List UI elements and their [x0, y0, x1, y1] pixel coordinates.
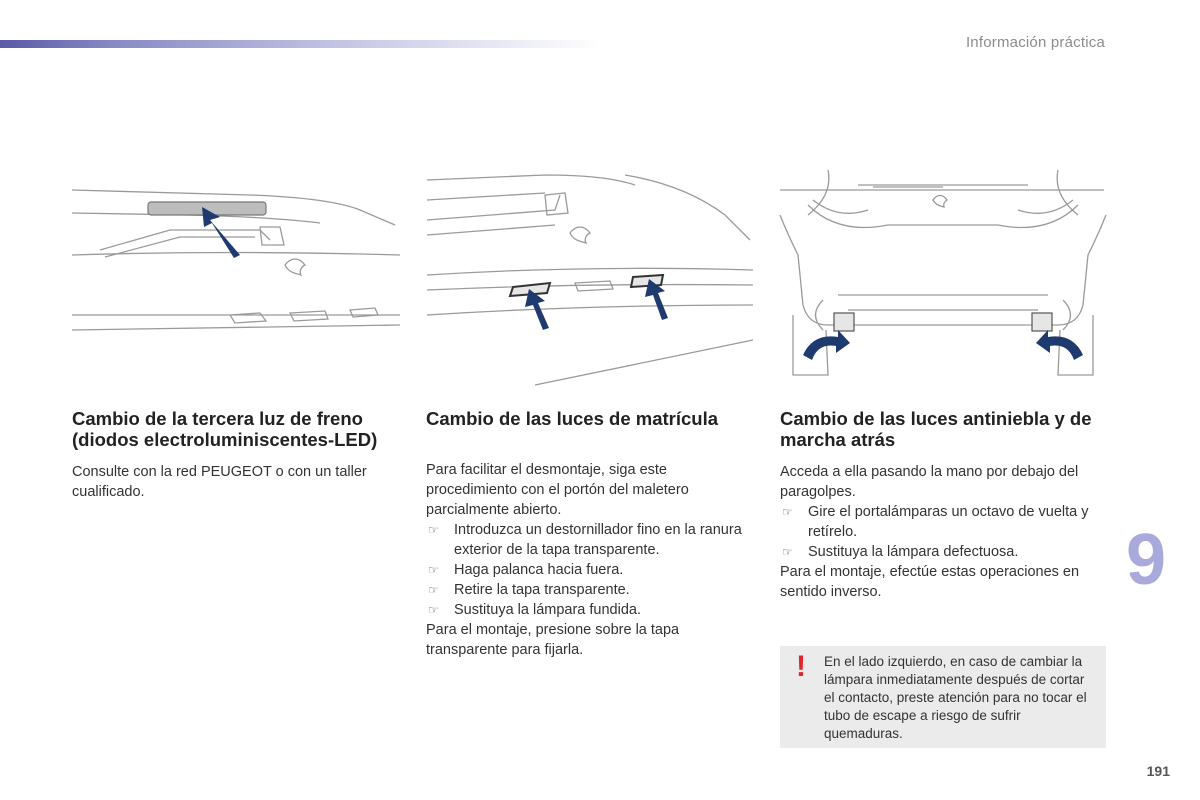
section-third-brake-light [72, 408, 402, 502]
list-item: ☞ Retire la tapa transparente. [428, 582, 630, 598]
rear-fog-reverse-lights-illustration [778, 165, 1108, 390]
number-plate-lights-illustration [425, 165, 755, 390]
pointing-hand-icon: ☞ [428, 563, 439, 577]
list-item: ☞ Gire el portalámparas un octavo de vuelta y retírelo. [782, 504, 1089, 540]
page-number: 191 [1146, 763, 1170, 779]
list-item: ☞ Haga palanca hacia fuera. [428, 562, 624, 578]
section-fog-reverse-lights [780, 408, 1110, 602]
section-intro: Acceda a ella pasando la mano por debajo del paragolpes. [780, 464, 1079, 500]
header-gradient-bar [0, 40, 600, 48]
warning-box [780, 646, 1106, 748]
steps-list [426, 520, 756, 620]
section-intro: Consulte con la red PEUGEOT o con un taller cualificado. [72, 464, 367, 500]
section-intro: Para facilitar el desmontaje, siga este procedimiento con el portón del maletero parcialmente abierto. [426, 462, 689, 518]
list-item: ☞ Introduzca un destornillador fino en la ranura exterior de la tapa transparente. [428, 522, 742, 558]
third-brake-light-illustration [70, 165, 400, 390]
pointing-hand-icon: ☞ [782, 545, 793, 559]
chapter-number: 9 [1126, 520, 1167, 600]
pointing-hand-icon: ☞ [428, 583, 439, 597]
section-outro: Para el montaje, presione sobre la tapa transparente para fijarla. [426, 622, 680, 658]
steps-list [780, 502, 1110, 562]
section-heading: Cambio de las luces antiniebla y de marcha atrás [780, 408, 1092, 450]
pointing-hand-icon: ☞ [428, 523, 439, 537]
section-heading: Cambio de la tercera luz de freno (diodos electroluminiscentes-LED) [72, 408, 378, 450]
exclamation-icon: ! [796, 650, 806, 683]
section-title: Información práctica [965, 34, 1105, 51]
pointing-hand-icon: ☞ [428, 603, 439, 617]
section-outro: Para el montaje, efectúe estas operaciones en sentido inverso. [780, 564, 1080, 600]
section-number-plate-lights [426, 408, 756, 660]
section-heading: Cambio de las luces de matrícula [426, 408, 718, 429]
list-item: ☞ Sustituya la lámpara fundida. [428, 602, 641, 618]
list-item: ☞ Sustituya la lámpara defectuosa. [782, 544, 1019, 560]
pointing-hand-icon: ☞ [782, 505, 793, 519]
warning-text: En el lado izquierdo, en caso de cambiar la lámpara inmediatamente después de cortar el contacto, preste atención para no tocar el tubo de escape a riesgo de sufrir quemaduras. [824, 654, 1087, 741]
